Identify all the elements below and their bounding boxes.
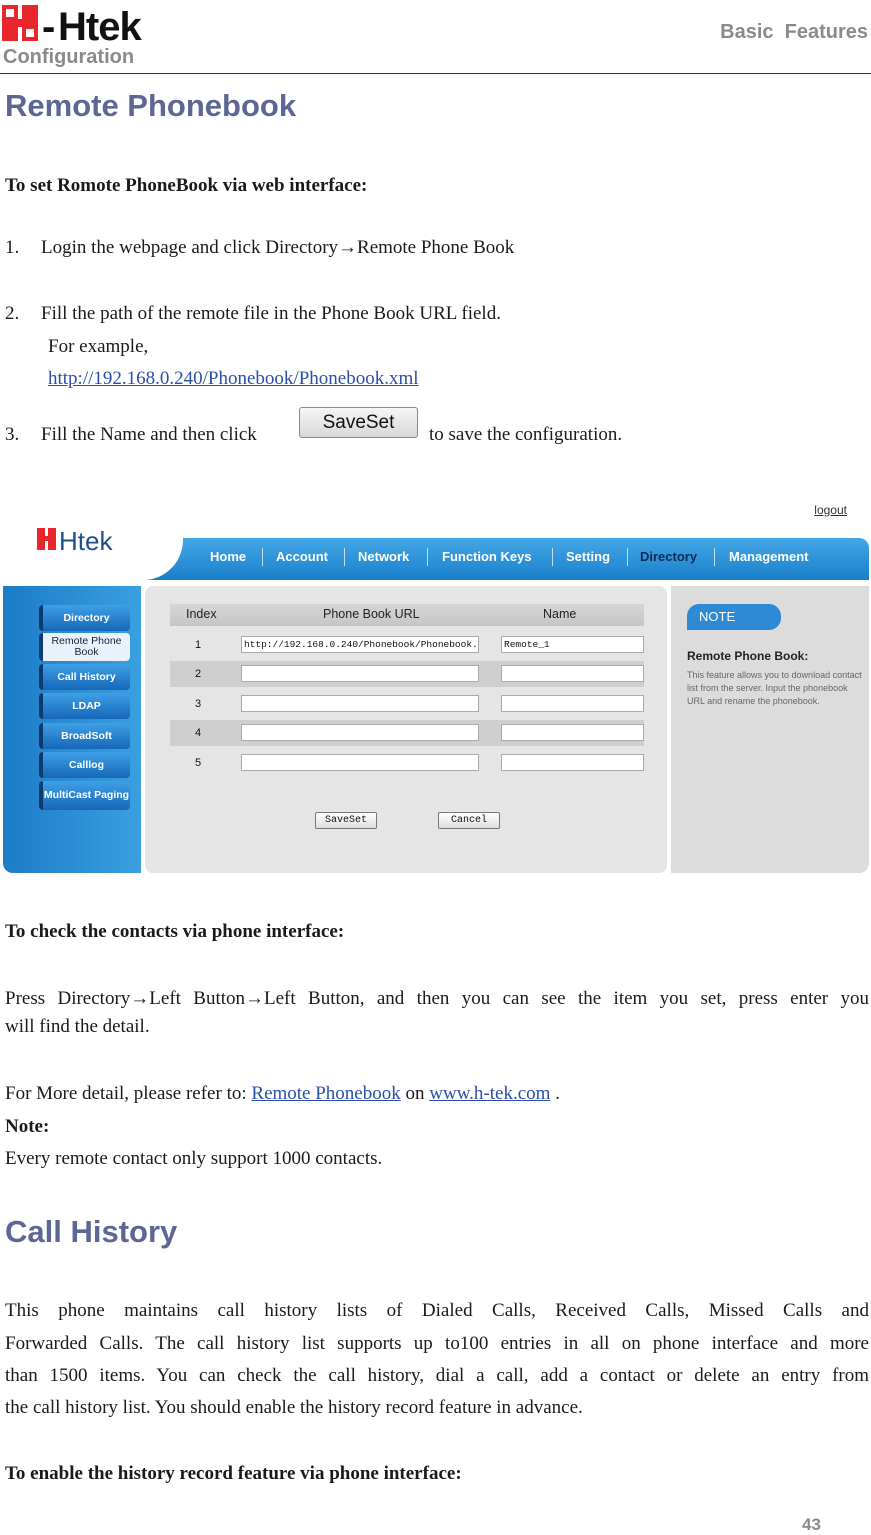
nav-directory[interactable]: Directory [640,549,698,564]
table-row [170,661,644,687]
nav-home[interactable]: Home [210,549,247,564]
nav-separator [344,548,345,566]
web-cancel-button[interactable]: Cancel [438,812,500,829]
nav-separator [262,548,263,566]
web-saveset-button[interactable]: SaveSet [315,812,377,829]
step-2-text: Fill the path of the remote file in the Phone Book URL field. [41,303,501,324]
step-3-text: Fill the Name and then click [41,424,257,445]
nav-separator [714,548,715,566]
svg-text:-: - [42,5,56,44]
sidebar-item-broadsoft[interactable]: BroadSoft [39,723,130,749]
intro-heading: To set Romote PhoneBook via web interface: [5,175,368,196]
note-text: Every remote contact only support 1000 contacts. [5,1148,383,1169]
step-3-text-after: to save the configuration. [429,424,623,445]
header-url: Phone Book URL [323,607,420,621]
svg-text:Htek: Htek [58,5,141,44]
section-title-call-history: Call History [5,1214,178,1249]
check-contacts-line-1: Press Directory→Left Button→Left Button, and then you can see the item you set, press enter you [5,988,869,1009]
row-index: 4 [195,727,202,739]
header-left-label: Configuration [3,46,135,68]
nav-separator [427,548,428,566]
name-input[interactable] [501,695,644,712]
table-row [170,720,644,746]
sidebar-item-calllog[interactable]: Calllog [39,752,130,778]
web-htek-logo-icon [37,526,157,566]
note-panel [671,586,869,873]
example-label: For example, [48,336,149,357]
more-detail-prefix: For More detail, please refer to: [5,1083,247,1104]
header-right-label: Basic Features [720,21,868,43]
url-input[interactable]: http://192.168.0.240/Phonebook/Phonebook. [241,636,479,653]
nav-function-keys[interactable]: Function Keys [442,549,532,564]
check-contacts-line-2: will find the detail. [5,1016,150,1037]
saveset-button-illustration: SaveSet [299,407,418,438]
call-history-line-1: This phone maintains call history lists of Dialed Calls, Received Calls, Missed Calls and [5,1300,869,1321]
nav-management[interactable]: Management [729,549,809,564]
header-logo [2,2,192,44]
name-input[interactable] [501,724,644,741]
nav-account[interactable]: Account [276,549,328,564]
row-index: 5 [195,757,202,769]
name-input[interactable] [501,754,644,771]
more-detail-line [5,1080,560,1107]
web-main-panel [145,586,667,873]
sidebar-item-call-history[interactable]: Call History [39,664,130,690]
call-history-line-2: Forwarded Calls. The call history list supports up to100 entries in all on phone interface and more [5,1333,869,1354]
step-2-number: 2. [5,303,20,324]
htek-logo-icon [2,2,192,44]
page-number: 43 [802,1515,821,1534]
header-rule [0,73,871,74]
sidebar-item-remote-phone-book[interactable]: Remote Phone Book [39,633,130,661]
nav-separator [627,548,628,566]
step-1-number: 1. [5,237,20,258]
url-input[interactable] [241,665,479,682]
nav-network[interactable]: Network [358,549,410,564]
section-title-remote-phonebook: Remote Phonebook [5,88,297,123]
nav-setting[interactable]: Setting [566,549,611,564]
note-title: Remote Phone Book: [687,649,809,663]
remote-phonebook-link[interactable]: Remote Phonebook [251,1083,401,1104]
header-name: Name [543,607,577,621]
call-history-line-3: than 1500 items. You can check the call history, dial a call, add a contact or delete an entry from [5,1365,869,1386]
table-row [170,691,644,717]
nav-separator [552,548,553,566]
sidebar-item-multicast-paging[interactable]: MultiCast Paging [39,781,130,810]
more-detail-on: on [405,1083,425,1104]
logout-link[interactable]: logout [814,503,847,517]
step-3-number: 3. [5,424,20,445]
call-history-line-4: the call history list. You should enable the history record feature in advance. [5,1397,583,1418]
url-input[interactable] [241,695,479,712]
example-url-link[interactable]: http://192.168.0.240/Phonebook/Phonebook.xml [48,368,419,389]
step-1-text: Login the webpage and click Directory→Remote Phone Book [41,237,515,258]
enable-history-heading: To enable the history record feature via phone interface: [5,1463,462,1484]
name-input[interactable] [501,665,644,682]
sidebar-item-ldap[interactable]: LDAP [39,693,130,719]
svg-text:Htek: Htek [59,526,113,556]
header-index: Index [186,607,217,621]
check-contacts-heading: To check the contacts via phone interface: [5,921,345,942]
htek-website-link[interactable]: www.h-tek.com [429,1083,551,1104]
note-label: Note: [5,1116,50,1137]
more-detail-end: . [555,1083,560,1104]
note-tab: NOTE [687,604,781,630]
table-row [170,632,644,658]
web-logo-area [3,498,183,580]
row-index: 3 [195,698,202,710]
row-index: 1 [195,639,202,651]
table-header [170,604,644,626]
name-input[interactable]: Remote_1 [501,636,644,653]
web-ui-screenshot [3,498,869,873]
url-input[interactable] [241,724,479,741]
note-body: This feature allows you to download contact list from the server. Input the phonebook URL and rename the phonebook. [687,670,862,706]
row-index: 2 [195,668,202,680]
url-input[interactable] [241,754,479,771]
table-row [170,750,644,776]
sidebar-item-directory[interactable]: Directory [39,605,130,631]
